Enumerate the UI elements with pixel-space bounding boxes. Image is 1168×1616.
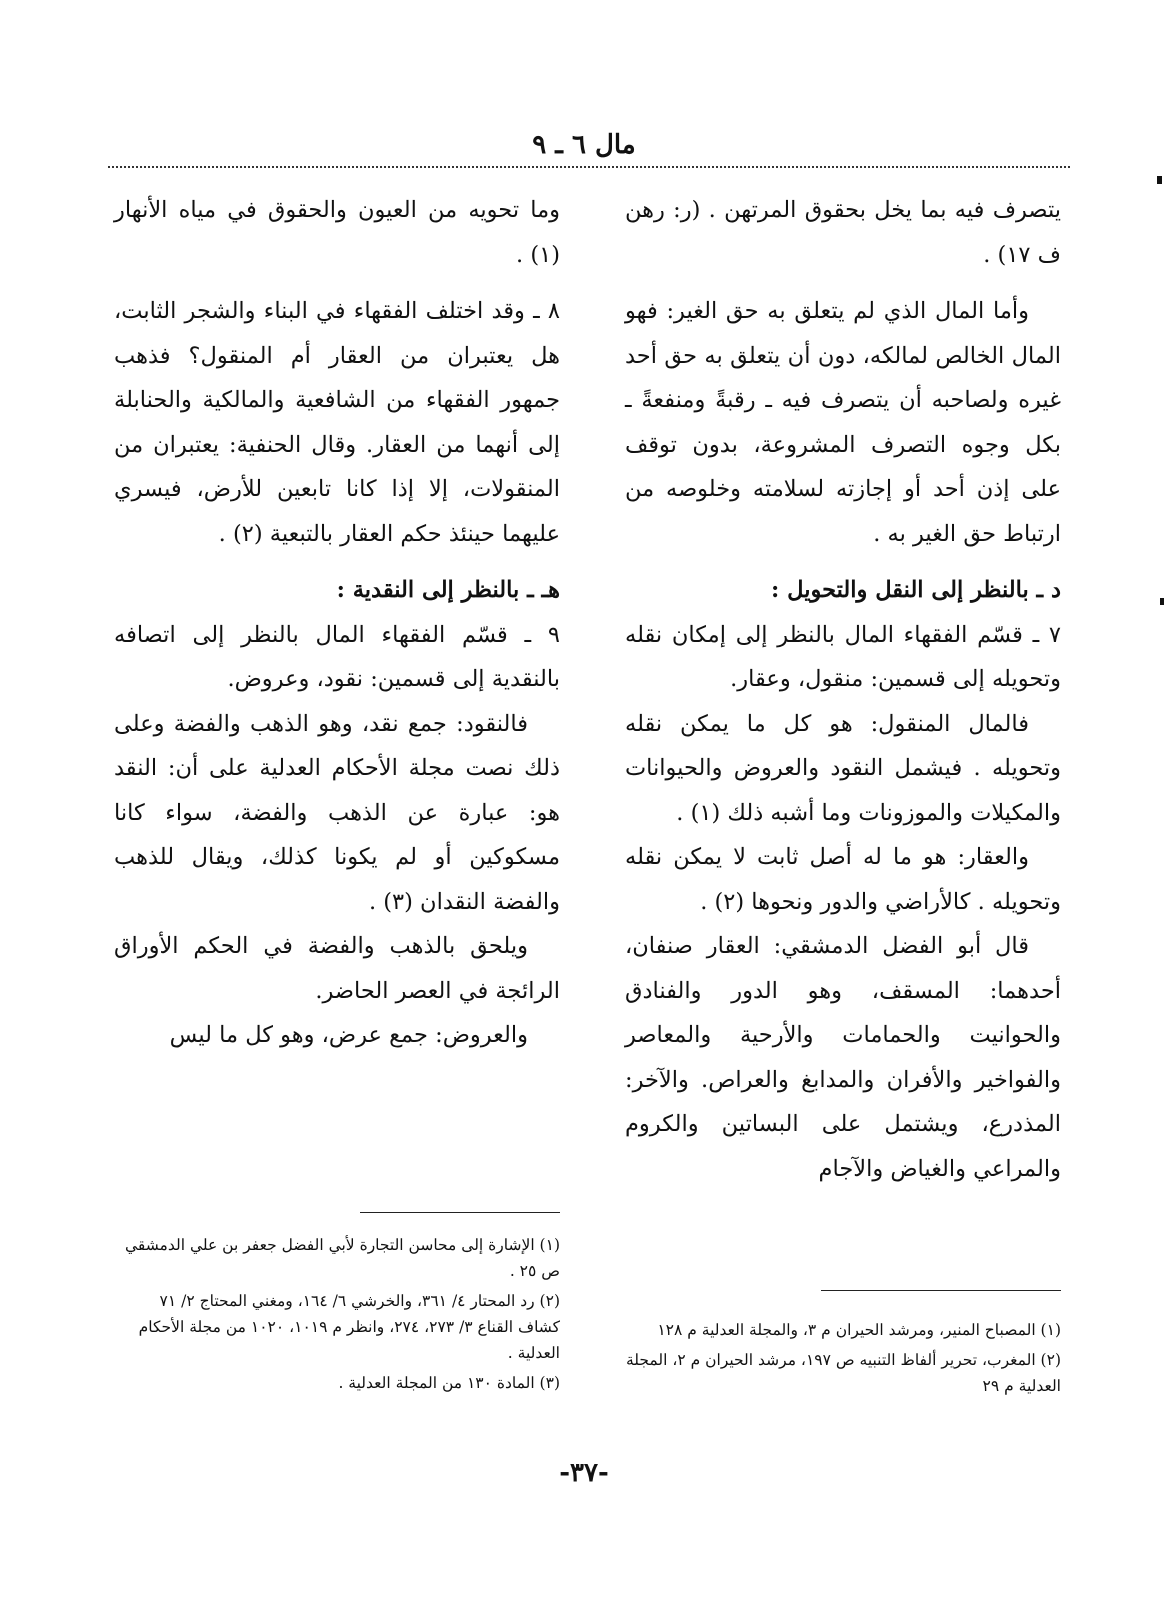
margin-mark-lower bbox=[1160, 598, 1164, 605]
footnote: (٣) المادة ١٣٠ من المجلة العدلية . bbox=[338, 1374, 560, 1392]
paragraph: فالنقود: جمع نقد، وهو الذهب والفضة وعلى ذلك نصت مجلة الأحكام العدلية على أن: النقد هو: عبارة عن الذهب والفضة، سواء كانا مسكوكين أو لم يكونا كذلك، ويقال للذهب والفضة النقدان (٣) . bbox=[114, 710, 560, 915]
paragraph: ٧ ـ قسّم الفقهاء المال بالنظر إلى إمكان نقله وتحويله إلى قسمين: منقول، وعقار. bbox=[625, 621, 1061, 692]
paragraph: قال أبو الفضل الدمشقي: العقار صنفان، أحدهما: المسقف، وهو الدور والفنادق والحوانيت والحمامات والأرحية والمعاصر والفواخير والأفران والمدابغ والعراص. والآخر: المذدرع، ويشتمل على البساتين والكروم والمراعي والغياض والآجام bbox=[625, 933, 1061, 1182]
page-number: -٣٧- bbox=[559, 1458, 609, 1488]
footnotes-right bbox=[625, 1317, 1061, 1403]
margin-mark bbox=[1157, 176, 1162, 184]
paragraph: وأما المال الذي لم يتعلق به حق الغير: فهو المال الخالص لمالكه، دون أن يتعلق به حق أحد غيره ولصاحبه أن يتصرف فيه ـ رقبةً ومنفعةً ـ بكل وجوه التصرف المشروعة، بدون توقف على إذن أحد أو إجازته لسلامته وخلوصه من ارتباط حق الغير به . bbox=[625, 298, 1061, 547]
header-dotted-rule bbox=[108, 166, 1070, 168]
left-text-column bbox=[114, 188, 560, 1058]
footnote-rule-left bbox=[360, 1212, 560, 1213]
paragraph: ٨ ـ وقد اختلف الفقهاء في البناء والشجر الثابت، هل يعتبران من العقار أم المنقول؟ فذهب جمهور الفقهاء من الشافعية والمالكية والحنابلة إلى أنهما من العقار. وقال الحنفية: يعتبران من المنقولات، إلا إذا كانا تابعين للأرض، فيسري عليهما حينئذ حكم العقار بالتبعية (٢) . bbox=[114, 298, 560, 547]
section-heading: هـ ـ بالنظر إلى النقدية : bbox=[336, 577, 560, 603]
paragraph: ٩ ـ قسّم الفقهاء المال بالنظر إلى اتصافه بالنقدية إلى قسمين: نقود، وعروض. bbox=[114, 621, 560, 692]
footnote: (٢) رد المحتار ٤/ ٣٦١، والخرشي ٦/ ١٦٤، ومغني المحتاج ٢/ ٧١ كشاف القناع ٣/ ٢٧٣، ٢٧٤، وانظر م ١٠١٩، ١٠٢٠ من مجلة الأحكام العدلية . bbox=[138, 1292, 560, 1362]
paragraph: يتصرف فيه بما يخل بحقوق المرتهن . (ر: رهن ف ١٧) . bbox=[625, 197, 1061, 268]
section-heading: د ـ بالنظر إلى النقل والتحويل : bbox=[771, 577, 1061, 603]
footnote: (١) الإشارة إلى محاسن التجارة لأبي الفضل جعفر بن علي الدمشقي ص ٢٥ . bbox=[124, 1236, 560, 1280]
footnotes-left bbox=[114, 1232, 560, 1400]
running-header-title: مال ٦ ـ ٩ bbox=[532, 130, 636, 160]
paragraph: وما تحويه من العيون والحقوق في مياه الأنهار (١) . bbox=[114, 197, 560, 268]
right-text-column bbox=[625, 188, 1061, 1191]
paragraph: والعقار: هو ما له أصل ثابت لا يمكن نقله وتحويله . كالأراضي والدور ونحوها (٢) . bbox=[625, 844, 1061, 915]
footnote-rule-right bbox=[821, 1290, 1061, 1291]
footnote: (٢) المغرب، تحرير ألفاظ التنبيه ص ١٩٧، مرشد الحيران م ٢، المجلة العدلية م ٢٩ bbox=[625, 1351, 1061, 1395]
paragraph: والعروض: جمع عرض، وهو كل ما ليس bbox=[169, 1022, 528, 1048]
paragraph: فالمال المنقول: هو كل ما يمكن نقله وتحويله . فيشمل النقود والعروض والحيوانات والمكيلات والموزونات وما أشبه ذلك (١) . bbox=[625, 710, 1061, 826]
paragraph: ويلحق بالذهب والفضة في الحكم الأوراق الرائجة في العصر الحاضر. bbox=[114, 933, 560, 1004]
footnote: (١) المصباح المنير، ومرشد الحيران م ٣، والمجلة العدلية م ١٢٨ bbox=[657, 1321, 1061, 1339]
